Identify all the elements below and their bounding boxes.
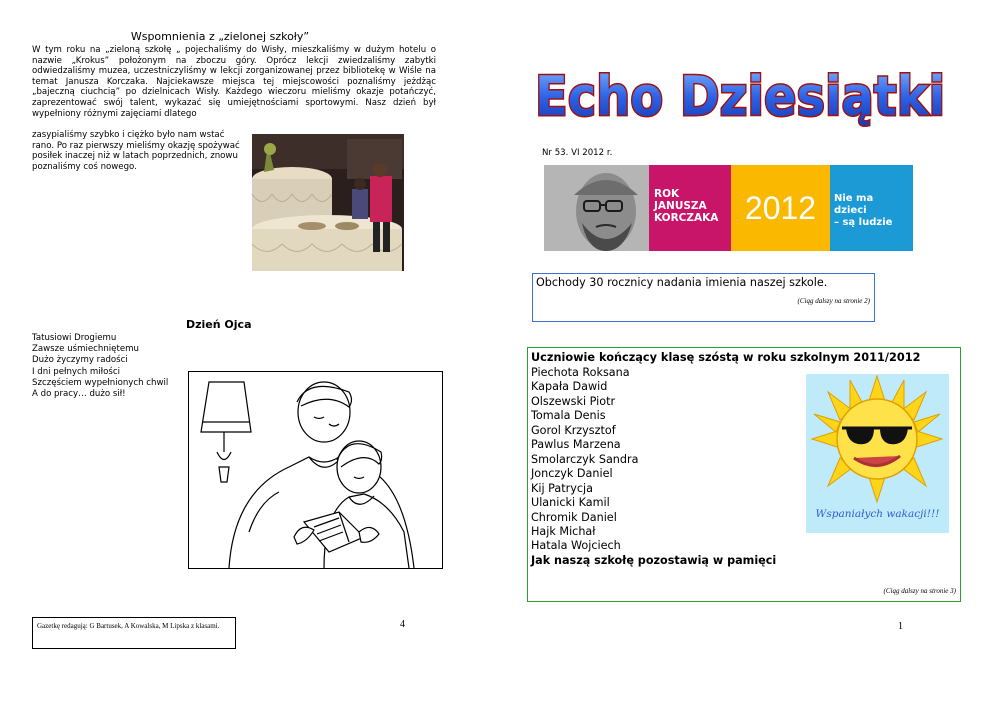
school-trip-photo	[252, 134, 404, 271]
poem-line: A do pracy… dużo sił!	[32, 389, 126, 400]
poem-line: I dni pełnych miłości	[32, 366, 120, 377]
anniversary-text: Obchody 30 rocznicy nadania imienia naszej szkole.	[536, 276, 828, 289]
banner-year: 2012	[731, 165, 830, 251]
korczak-year-banner	[544, 165, 913, 251]
continued-note: (Ciąg dalszy na stronie 3)	[883, 587, 956, 595]
poem-line: Tatusiowi Drogiemu	[32, 333, 117, 343]
list-item: Jonczyk Daniel	[531, 467, 613, 481]
banner-rok-text: ROK JANUSZA KORCZAKA	[649, 165, 731, 251]
article-title: Wspomnienia z „zielonej szkoły”	[130, 30, 310, 43]
list-item: Olszewski Piotr	[531, 394, 616, 408]
list-item: Smolarczyk Sandra	[531, 452, 639, 466]
list-item: Piechota Roksana	[531, 366, 630, 379]
page-number: 1	[898, 621, 903, 632]
list-item: Pawlus Marzena	[531, 438, 621, 452]
poem-line: Szczęściem wypełnionych chwil	[32, 377, 169, 388]
list-item: Ulanicki Kamil	[531, 496, 610, 510]
masthead-text: Echo Dziesiątki	[535, 65, 945, 128]
poem-line: Dużo życzymy radości	[32, 355, 128, 366]
graduates-footer: Jak naszą szkołę pozostawią w pamięci	[531, 554, 777, 567]
continued-note: (Ciąg dalszy na stronie 2)	[797, 297, 870, 305]
banner-quote: Nie ma dzieci – są ludzie	[830, 165, 913, 251]
list-item: Tomala Denis	[531, 409, 606, 423]
list-item: Kapała Dawid	[531, 380, 608, 394]
list-item: Chromik Daniel	[531, 510, 617, 524]
list-item: Hajk Michał	[531, 524, 596, 538]
list-item: Kij Patrycja	[531, 481, 593, 495]
poem-line: Zawsze uśmiechniętemu	[32, 344, 139, 355]
editors-box: Gazetkę redagują: G Bartusek, A Kowalska, M Lipska z klasami.	[32, 617, 236, 649]
issue-number: Nr 53. VI 2012 r.	[542, 148, 613, 158]
father-son-coloring-image	[188, 371, 443, 569]
korczak-portrait	[544, 165, 649, 251]
sun-caption: Wspaniałych wakacji!!!	[815, 508, 940, 520]
list-item: Gorol Krzysztof	[531, 423, 616, 437]
article-paragraph-continued: zasypialiśmy szybko i ciężko było nam wstać rano. Po raz pierwszy mieliśmy okazję spożywać posiłek inaczej niż w latach poprzednich, znowu poznaliśmy coś nowego.	[32, 130, 240, 172]
article-paragraph: W tym roku na „zieloną szkołę „ pojechaliśmy do Wisły, mieszkaliśmy w dużym hotelu o nazwie „Krokus” położonym na zboczu góry. Oprócz lekcji zwiedzaliśmy zabytki odwiedzaliśmy muzea, uczestniczyliśmy w lekcji zorganizowanej przez bibliotekę w Wiśle na temat Janusza Korczaka. Najciekawsze miejsca tej miejscowości poznaliśmy jeżdżąc „bajeczną ciuchcią” po dzielnicach Wisły. Każdego wieczoru mieliśmy okazje potańczyć, zaprezentować swój talent, wykazać się umiejętnościami sportowymi. Nasz dzień był wypełniony różnymi zajęciami dlatego	[32, 45, 436, 119]
page-number: 4	[400, 619, 405, 630]
masthead-title	[533, 60, 948, 130]
graduates-list	[531, 366, 638, 554]
fathers-day-title: Dzień Ojca	[186, 318, 252, 331]
graduates-title: Uczniowie kończący klasę szóstą w roku szkolnym 2011/2012	[531, 351, 921, 364]
list-item: Hatala Wojciech	[531, 539, 621, 553]
fathers-day-poem	[32, 333, 168, 400]
